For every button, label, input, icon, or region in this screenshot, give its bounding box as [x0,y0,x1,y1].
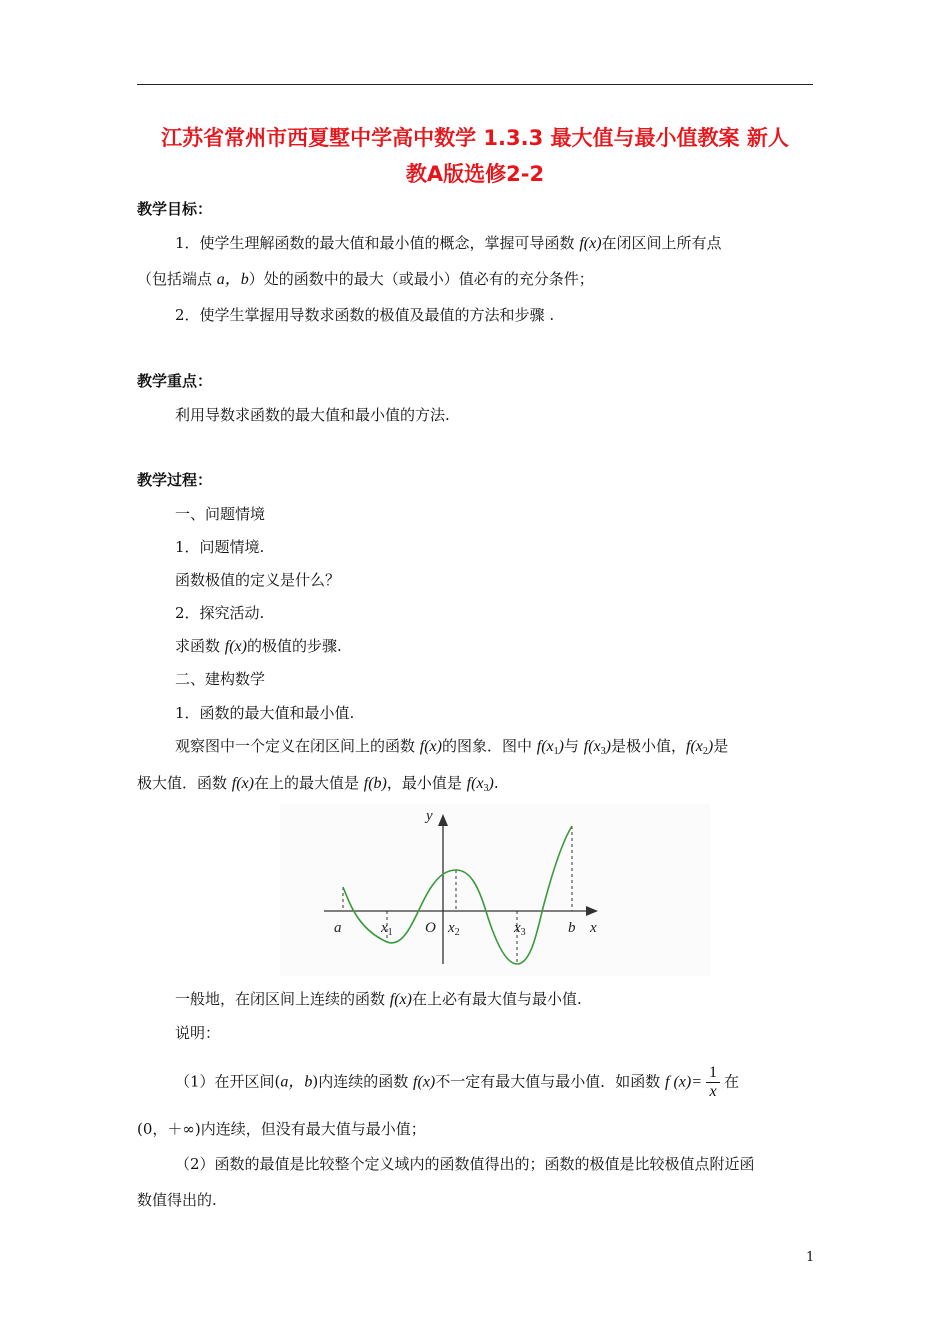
process-item-8-line-1: 观察图中一个定义在闭区间上的函数 f(x)的图象．图中 $f(x_1)$与 $f(x_3)$是极小值，$f(x_2)$是 [175,737,729,757]
label-origin: O [425,920,436,936]
process-item-1: 一、问题情境 [175,505,266,523]
process-item-8-line-2: 极大值．函数 f(x)在上的最大值是 f(b)，最小值是 $f(x_3)$. [137,774,499,794]
section-heading-key-points: 教学重点： [137,372,213,390]
process-item-5: 求函数 f(x)的极值的步骤. [175,637,342,655]
goal-1-line-1: 1．使学生理解函数的最大值和最小值的概念，掌握可导函数 f(x)在闭区间上所有点 [175,234,722,252]
key-point-text: 利用导数求函数的最大值和最小值的方法. [175,406,450,424]
paragraph-continuous-function: 一般地，在闭区间上连续的函数 f(x)在上必有最大值与最小值. [175,990,582,1008]
section-heading-process: 教学过程： [137,471,213,489]
label-a: a [334,920,342,936]
goal-2: 2．使学生掌握用导数求函数的极值及最值的方法和步骤 . [175,306,555,324]
note-2-line-2: 数值得出的. [137,1191,217,1209]
function-graph-figure [280,804,710,976]
document-title-line-2: 教A版选修2-2 [405,162,545,186]
process-item-6: 二、建构数学 [175,670,266,688]
process-item-3: 函数极值的定义是什么？ [175,571,341,589]
label-x2: $x_2$ [448,920,460,938]
label-x1: $x_1$ [381,920,393,938]
page-number: 1 [806,1250,815,1265]
note-heading: 说明： [175,1024,221,1042]
process-item-4: 2．探究活动. [175,604,265,622]
process-item-7: 1．函数的最大值和最小值. [175,704,355,722]
label-x3: $x_3$ [514,920,526,938]
goal-1-line-2: （包括端点 a，b）处的函数中的最大（或最小）值必有的充分条件； [137,270,594,288]
fraction-one-over-x: $\frac{1}{x}$ [706,1064,720,1101]
label-x: x [590,920,597,936]
header-rule [137,84,813,85]
note-1-line-2: (0，＋∞)内连续，但没有最大值与最小值； [137,1120,426,1138]
math-ab: a，b [216,271,249,288]
process-item-2: 1．问题情境. [175,538,265,556]
note-2-line-1: （2）函数的最值是比较整个定义域内的函数值得出的；函数的极值是比较极值点附近函 [175,1155,755,1173]
document-title-line-1: 江苏省常州市西夏墅中学高中数学 1.3.3 最大值与最小值教案 新人 [161,126,789,150]
section-heading-goals: 教学目标： [137,200,213,218]
label-y: y [426,808,433,824]
label-b: b [568,920,576,936]
note-1-line-1: （1）在开区间(a，b)内连续的函数 f(x)不一定有最大值与最小值．如函数 f (x)= $\frac{1}{x}$ 在 [175,1064,740,1100]
math-fx: f(x) [579,235,602,252]
